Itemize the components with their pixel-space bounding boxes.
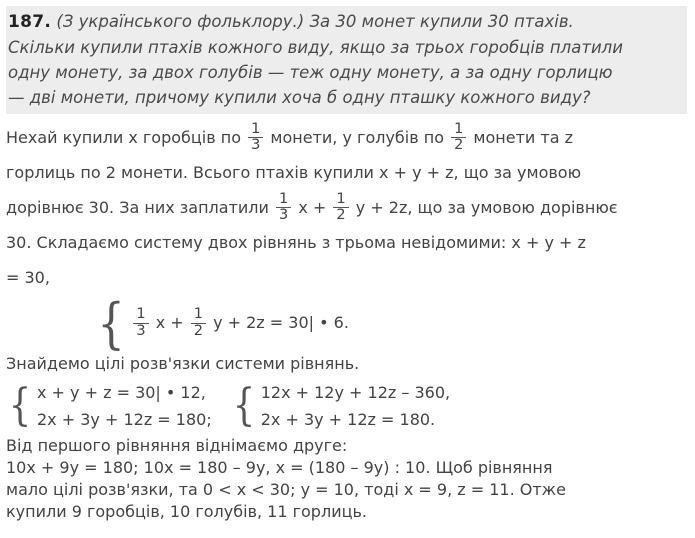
solution-line-1 [6, 120, 687, 155]
solution-text-3a: дорівнює 30. За них заплатили [6, 198, 269, 217]
left-brace-icon: { [97, 292, 125, 355]
statement-text-1: (З українського фольклору.) За 30 монет купили 30 птахів. [56, 12, 574, 31]
fraction-one-third-3 [133, 307, 148, 338]
statement-line-4: — дві монети, причому купили хоча б одну пташку кожного виду? [8, 88, 591, 107]
system-2-right [230, 379, 450, 433]
fraction-numerator: 1 [336, 190, 346, 207]
problem-statement [6, 6, 687, 114]
system-1-row-1-post: у + 2z = 30| • 6. [213, 313, 349, 333]
statement-line-1 [8, 9, 685, 35]
solution-text-3c: у + 2z, що за умовою дорівнює [355, 198, 618, 217]
fraction-numerator: 1 [136, 306, 146, 323]
fraction-denominator: 2 [191, 323, 206, 339]
solution-body [6, 120, 687, 523]
system-2-right-row-2: 2х + 3у + 12z = 180. [260, 410, 436, 429]
solution-line-9: мало цілі розв'язки, та 0 < х < 30; у = 10, тоді х = 9, z = 11. Отже [6, 480, 566, 499]
solution-line-7: Від першого рівняння віднімаємо друге: [6, 436, 348, 455]
fraction-numerator: 1 [251, 120, 261, 137]
fraction-one-half-2 [333, 192, 348, 223]
fraction-one-half [451, 122, 466, 153]
system-2-left-rows [37, 379, 212, 433]
fraction-one-third-2 [276, 192, 291, 223]
solution-line-2: горлиць по 2 монети. Всього птахів купили х + у + z, що за умовою [6, 163, 582, 182]
equation-system-2-pair [6, 379, 687, 433]
system-1-row-1-mid: х + [155, 313, 184, 333]
fraction-denominator: 3 [276, 207, 291, 223]
solution-text-3b: х + [298, 198, 327, 217]
fraction-denominator: 2 [333, 207, 348, 223]
system-2-left-row-2: 2х + 3у + 12z = 180; [37, 410, 212, 429]
system-2-right-row-1: 12х + 12у + 12z – 360, [260, 383, 451, 402]
fraction-numerator: 1 [193, 306, 203, 323]
solution-line-10: купили 9 горобців, 10 голубів, 11 горлиць. [6, 502, 367, 521]
solution-line-6: Знайдемо цілі розв'язки системи рівнянь. [6, 354, 360, 373]
fraction-one-third [248, 122, 263, 153]
left-brace-icon: { [8, 380, 32, 431]
fraction-numerator: 1 [279, 190, 289, 207]
solution-line-8: 10х + 9у = 180; 10х = 180 – 9у, х = (180 – 9у) : 10. Щоб рівняння [6, 458, 553, 477]
system-1-group [94, 292, 349, 355]
system-2-left-row-1: х + у + z = 30| • 12, [37, 383, 206, 402]
solution-line-3 [6, 190, 687, 225]
fraction-numerator: 1 [454, 120, 464, 137]
fraction-denominator: 3 [248, 137, 263, 153]
solution-text-1c: монети та z [473, 128, 573, 147]
equation-system-1 [94, 292, 687, 355]
solution-text-1b: монети, у голубів по [270, 128, 444, 147]
solution-line-4: 30. Складаємо систему двох рівнянь з трьома невідомими: х + у + z [6, 233, 586, 252]
system-2-right-rows [261, 379, 450, 433]
solution-line-5: = 30, [6, 268, 50, 287]
fraction-one-half-3 [191, 307, 206, 338]
statement-line-2: Скільки купили птахів кожного виду, якщо за трьох горобців платили [8, 38, 623, 57]
solution-text-1a: Нехай купили х горобців по [6, 128, 241, 147]
system-1-row-1 [131, 308, 349, 339]
system-1-rows [131, 308, 349, 339]
fraction-denominator: 3 [133, 323, 148, 339]
problem-number: 187. [8, 12, 52, 32]
left-brace-icon: { [232, 380, 255, 431]
statement-line-3: одну монету, за двох голубів — теж одну монету, а за одну горлицю [8, 63, 613, 82]
fraction-denominator: 2 [451, 137, 466, 153]
system-2-left [6, 379, 212, 433]
